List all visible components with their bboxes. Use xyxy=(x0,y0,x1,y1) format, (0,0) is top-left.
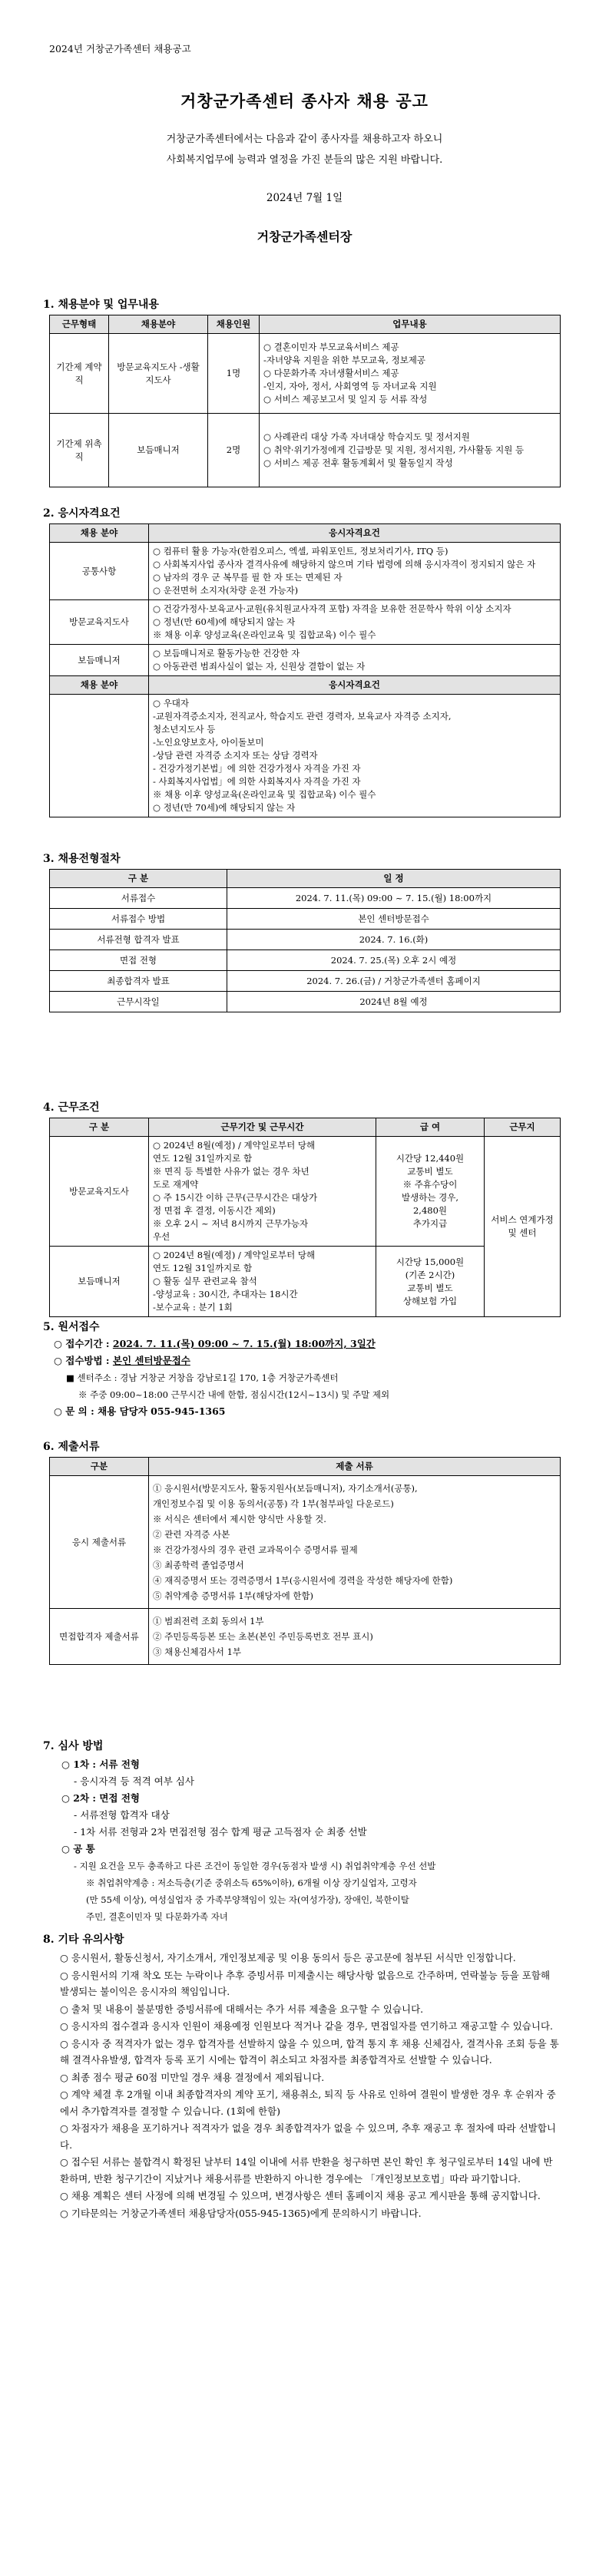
doc-line: ④ 재직증명서 또는 경력증명서 1부(응시원서에 경력을 작성한 해당자에 한함) xyxy=(153,1575,453,1586)
period-line: ※ 오후 2시 ~ 저녁 8시까지 근무가능자 xyxy=(153,1218,309,1229)
table-row xyxy=(50,695,561,817)
period-line: 연도 12월 31일까지로 함 xyxy=(153,1153,253,1164)
notice-date: 2024년 7월 1일 xyxy=(266,192,343,204)
pay-line: 시간당 12,440원 xyxy=(396,1153,465,1164)
pay-line: 교통비 별도 xyxy=(407,1166,453,1177)
pay-line: 2,480원 xyxy=(412,1205,448,1216)
table-row xyxy=(50,645,561,676)
col-header: 근무지 xyxy=(485,1118,561,1137)
documents-table xyxy=(49,1457,561,1665)
review-line: 주민, 결혼이민자 및 다문화가족 자녀 xyxy=(86,1911,228,1922)
doc-line: 개인정보수집 및 이용 동의서(공통) 각 1부(첨부파일 다운로드) xyxy=(153,1498,394,1509)
cell-kind: 응시 제출서류 xyxy=(50,1476,149,1609)
method-value: 본인 센터방문접수 xyxy=(112,1355,190,1366)
table-row xyxy=(50,1609,561,1665)
req-line: ○ 운전면허 소지자(차량 운전 가능자) xyxy=(153,585,299,596)
cell-date: 2024. 7. 16.(화) xyxy=(227,930,561,950)
pay-line: (기존 2시간) xyxy=(405,1269,455,1280)
cell-req xyxy=(149,543,561,600)
review-line: - 1차 서류 전형과 2차 면접전형 점수 합계 평균 고득점자 순 최종 선발 xyxy=(74,1826,367,1838)
cell-step: 최종합격자 발표 xyxy=(50,971,227,992)
req-line: ※ 채용 이후 양성교육(온라인교육 및 집합교육) 이수 필수 xyxy=(153,629,376,640)
review-line: ○ 2차 : 면접 전형 xyxy=(61,1792,141,1804)
center-address: ■ 센터주소 : 경남 거창군 거창읍 강남로1길 170, 1층 거창군가족센터 xyxy=(66,1372,339,1383)
req-line: -상담 관련 자격증 소지자 또는 상담 경력자 xyxy=(153,750,318,761)
duty-line: ○ 사례관리 대상 가족 자녀대상 학습지도 및 정서지원 xyxy=(263,431,470,442)
duty-line: ○ 서비스 제공보고서 및 일지 등 서류 작성 xyxy=(263,394,428,405)
doc-line: ② 관련 자격증 사본 xyxy=(153,1529,230,1540)
doc-line: ※ 건강가정사의 경우 관련 교과목이수 증명서류 필제 xyxy=(153,1544,358,1555)
req-line: ○ 보듬매니저로 활동가능한 건강한 자 xyxy=(153,648,300,659)
table-row xyxy=(50,543,561,600)
cell-field: 공통사항 xyxy=(50,543,149,600)
application-block xyxy=(54,1336,561,1420)
section-3-heading: 3. 채용전형절차 xyxy=(43,853,121,865)
section-2-heading: 2. 응시자격요건 xyxy=(43,507,121,520)
table-row xyxy=(50,971,561,992)
review-line: - 응시자격 등 적격 여부 심사 xyxy=(74,1775,194,1787)
col-header: 채용 분야 xyxy=(50,676,149,695)
cell-field: 방문교육지도사 xyxy=(50,600,149,645)
table-row xyxy=(50,909,561,930)
duty-line: ○ 취약·위기가정에게 긴급방문 및 지원, 정서지원, 가사활동 지원 등 xyxy=(263,444,525,455)
col-header: 근무기간 및 근무시간 xyxy=(149,1118,376,1137)
cell-req xyxy=(149,695,561,817)
period-line: ○ 2024년 8월(예정) / 계약일로부터 당해 xyxy=(153,1140,316,1151)
period-line: ○ 활동 실무 관련교육 참석 xyxy=(153,1276,257,1286)
col-header: 일 정 xyxy=(227,870,561,888)
note-item: ○ 응시자의 접수결과 응시자 인원이 채용예정 인원보다 적거나 같을 경우, 면접일자를 연기하고 재공고할 수 있습니다. xyxy=(60,2020,554,2032)
pay-line: 시간당 15,000원 xyxy=(396,1256,465,1267)
cell-date: 2024. 7. 25.(목) 오후 2시 예정 xyxy=(227,950,561,971)
cell-period xyxy=(149,1247,376,1317)
cell-date: 2024. 7. 26.(금) / 거창군가족센터 홈페이지 xyxy=(227,971,561,992)
cell-count: 2명 xyxy=(208,414,260,487)
cell-docs xyxy=(149,1476,561,1609)
pay-line: 발생하는 경우, xyxy=(402,1192,458,1203)
qualification-table xyxy=(49,523,561,817)
req-line: - 사회복지사업법」에 의한 사회복지사 자격을 가진 자 xyxy=(153,776,361,787)
table-row xyxy=(50,1137,561,1247)
cell-field xyxy=(50,695,149,817)
notice-title: 거창군가족센터 종사자 채용 공고 xyxy=(180,91,429,111)
req-line: ○ 건강가정사·보육교사·교원(유치원교사자격 포함) 자격을 보유한 전문학사 학위 이상 소지자 xyxy=(153,603,511,614)
period-line: 우선 xyxy=(153,1231,170,1242)
period-line: 도로 재계약 xyxy=(153,1179,199,1190)
doc-line: ① 응시원서(방문지도사, 활동지원사(보듬매니저), 자기소개서(공통), xyxy=(153,1483,418,1494)
doc-line: ③ 최종학력 졸업증명서 xyxy=(153,1560,244,1570)
cell-type: 기간제 위촉직 xyxy=(50,414,109,487)
period-line: -양성교육 : 30시간, 추대자는 18시간 xyxy=(153,1289,298,1300)
period-value: 2024. 7. 11.(목) 09:00 ~ 7. 15.(월) 18:00까지, 3일간 xyxy=(112,1338,376,1349)
review-block xyxy=(49,1756,564,1925)
review-line: (만 55세 이상), 여성실업자 중 가족부양책임이 있는 자(여성가장), 장애인, 북한이탈 xyxy=(86,1894,409,1905)
duty-line: -인지, 자아, 정서, 사회영역 등 자녀교육 지원 xyxy=(263,381,437,391)
note-item: ○ 응시원서, 활동신청서, 자기소개서, 개인정보제공 및 이용 동의서 등은 공고문에 첨부된 서식만 인정합니다. xyxy=(60,1952,516,1963)
contact-line: ○ 문 의 : 채용 담당자 055-945-1365 xyxy=(54,1405,226,1417)
cell-pay xyxy=(376,1247,485,1317)
cell-date: 2024년 8월 예정 xyxy=(227,992,561,1012)
req-line: ○ 정년(만 70세)에 해당되지 않는 자 xyxy=(153,802,296,813)
cell-req xyxy=(149,600,561,645)
cell-step: 서류전형 합격자 발표 xyxy=(50,930,227,950)
col-header: 구분 xyxy=(50,1458,149,1476)
cell-docs xyxy=(149,1609,561,1665)
section-1-heading: 1. 채용분야 및 업무내용 xyxy=(43,299,159,311)
doc-line: ⑤ 취약계층 증명서류 1부(해당자에 한함) xyxy=(153,1590,314,1601)
notice-topline: 2024년 거창군가족센터 채용공고 xyxy=(49,43,191,54)
table-row xyxy=(50,414,561,487)
cell-period xyxy=(149,1137,376,1247)
review-line: ○ 1차 : 서류 전형 xyxy=(61,1759,141,1770)
req-line: ○ 아동관련 범죄사실이 없는 자, 신원상 결함이 없는 자 xyxy=(153,661,366,672)
col-header: 구 분 xyxy=(50,870,227,888)
col-header: 근무형태 xyxy=(50,315,109,334)
note-item: ○ 채용 계획은 센터 사정에 의해 변경될 수 있으며, 변경사항은 센터 홈페이지 채용 공고 게시판을 통해 공지합니다. xyxy=(60,2190,541,2201)
table-row xyxy=(50,334,561,414)
col-header: 채용분야 xyxy=(109,315,208,334)
cell-workplace: 서비스 연계가정 및 센터 xyxy=(485,1137,561,1317)
period-line: 연도 12월 31일까지로 함 xyxy=(153,1263,253,1273)
req-line: ※ 채용 이후 양성교육(온라인교육 및 집합교육) 이수 필수 xyxy=(153,789,376,800)
cell-date: 본인 센터방문접수 xyxy=(227,909,561,930)
notes-list xyxy=(60,1950,559,2222)
period-line xyxy=(54,1336,561,1352)
cell-type: 기간제 계약직 xyxy=(50,334,109,414)
req-line: - 건강가정기본법」에 의한 건강가정사 자격을 가진 자 xyxy=(153,763,361,774)
cell-duties xyxy=(260,334,561,414)
note-item: ○ 계약 체결 후 2개월 이내 최종합격자의 계약 포기, 채용취소, 퇴직 등 사유로 인하여 결원이 발생한 경우 후 순위자 중에서 추가합격자를 결정할 수 있습니다. (1회에 한함) xyxy=(60,2089,556,2117)
schedule-table xyxy=(49,869,561,1012)
req-line: ○ 사회복지사업 종사자 결격사유에 해당하지 않으며 기타 법령에 의해 응시자격이 정지되지 않은 자 xyxy=(153,559,536,570)
intro-line: 사회복지업무에 능력과 열정을 가진 분들의 많은 지원 바랍니다. xyxy=(166,154,443,166)
cell-field: 방문교육지도사 xyxy=(50,1137,149,1247)
period-line: 정 면접 후 결정, 이동시간 제외) xyxy=(153,1205,276,1216)
cell-pay xyxy=(376,1137,485,1247)
pay-line: 추가지급 xyxy=(412,1218,448,1229)
table-row xyxy=(50,600,561,645)
duty-line: -자녀양육 지원을 위한 부모교육, 정보제공 xyxy=(263,355,426,365)
table-row xyxy=(50,930,561,950)
pay-line: 교통비 별도 xyxy=(407,1282,453,1293)
req-line: 청소년지도사 등 xyxy=(153,724,216,735)
review-line: - 지원 요건을 모두 충족하고 다른 조건이 동일한 경우(동점자 발생 시) 취업취약계층 우선 선발 xyxy=(74,1861,436,1871)
req-line: ○ 우대자 xyxy=(153,698,190,708)
cell-field: 보듬매니저 xyxy=(109,414,208,487)
cell-req xyxy=(149,645,561,676)
table-row xyxy=(50,1247,561,1317)
notice-org: 거창군가족센터장 xyxy=(257,230,352,244)
period-line: -보수교육 : 분기 1회 xyxy=(153,1302,233,1313)
section-7-heading: 7. 심사 방법 xyxy=(43,1740,104,1752)
note-item: ○ 차점자가 채용을 포기하거나 적격자가 없을 경우 최종합격자가 없을 수 있으며, 추후 재공고 후 절차에 따라 선발합니다. xyxy=(60,2122,556,2151)
cell-kind: 면접합격자 제출서류 xyxy=(50,1609,149,1665)
cell-step: 근무시작일 xyxy=(50,992,227,1012)
cell-field: 보듬매니저 xyxy=(50,1247,149,1317)
note-item: ○ 접수된 서류는 불합격시 확정된 날부터 14일 이내에 서류 반환을 청구하면 본인 확인 후 청구일로부터 14일 내에 반환하며, 반환 청구기간이 지났거나 채용서류를 반환하지 아니한 경우에는 「개인정보보호법」따라 파기합니다. xyxy=(60,2156,553,2185)
hours-note: ※ 주중 09:00~18:00 근무시간 내에 한함, 점심시간(12시~13시) 및 주말 제외 xyxy=(78,1389,390,1400)
review-line: ○ 공 통 xyxy=(61,1843,95,1854)
table-row xyxy=(50,950,561,971)
note-item: ○ 기타문의는 거창군가족센터 채용담당자(055-945-1365)에게 문의하시기 바랍니다. xyxy=(60,2207,422,2219)
duty-line: ○ 다문화가족 자녀생활서비스 제공 xyxy=(263,368,399,378)
doc-line: ② 주민등록등본 또는 초본(본인 주민등록번호 전부 표시) xyxy=(153,1631,373,1642)
col-header: 업무내용 xyxy=(260,315,561,334)
duty-line: ○ 서비스 제공 전후 활동계획서 및 활동일지 작성 xyxy=(263,457,453,468)
period-line: ※ 면직 등 특별한 사유가 없는 경우 차년 xyxy=(153,1166,309,1177)
note-item: ○ 응시원서의 기재 착오 또는 누락이나 추후 증빙서류 미제출시는 해당사항 없음으로 간주하며, 연락불능 등을 포함해 발생되는 불이익은 응시자의 책임입니다. xyxy=(60,1969,551,1997)
table-row xyxy=(50,1476,561,1609)
table-row xyxy=(50,992,561,1012)
col-header: 응시자격요건 xyxy=(149,676,561,695)
section-4-heading: 4. 근무조건 xyxy=(43,1101,100,1114)
req-line: ○ 남자의 경우 군 복무를 필 한 자 또는 면제된 자 xyxy=(153,572,343,583)
period-label: ○ 접수기간 : xyxy=(54,1338,113,1349)
col-header: 채용인원 xyxy=(208,315,260,334)
period-line: ○ 2024년 8월(예정) / 계약일로부터 당해 xyxy=(153,1250,316,1260)
col-header: 채용 분야 xyxy=(50,524,149,543)
review-line: ※ 취업취약계층 : 저소득층(기준 중위소득 65%이하), 6개월 이상 장기실업자, 고령자 xyxy=(86,1878,417,1888)
table-row xyxy=(50,888,561,909)
note-item: ○ 출처 및 내용이 불분명한 증빙서류에 대해서는 추가 서류 제출을 요구할 수 있습니다. xyxy=(60,2003,424,2015)
cell-duties xyxy=(260,414,561,487)
cell-step: 서류접수 방법 xyxy=(50,909,227,930)
cell-step: 면접 전형 xyxy=(50,950,227,971)
col-header: 제출 서류 xyxy=(149,1458,561,1476)
col-header: 급 여 xyxy=(376,1118,485,1137)
cell-field: 방문교육지도사 -생활지도사 xyxy=(109,334,208,414)
section-5-heading: 5. 원서접수 xyxy=(43,1321,100,1333)
review-line: - 서류전형 합격자 대상 xyxy=(74,1809,170,1821)
pay-line: ※ 주휴수당이 xyxy=(402,1179,458,1190)
intro-line: 거창군가족센터에서는 다음과 같이 종사자를 채용하고자 하오니 xyxy=(166,134,443,145)
method-line xyxy=(54,1352,561,1369)
cell-field: 보듬매니저 xyxy=(50,645,149,676)
cell-date: 2024. 7. 11.(목) 09:00 ~ 7. 15.(월) 18:00까지 xyxy=(227,888,561,909)
notice-intro xyxy=(0,129,609,170)
pay-line: 상해보험 가입 xyxy=(402,1295,458,1306)
cell-count: 1명 xyxy=(208,334,260,414)
section-8-heading: 8. 기타 유의사항 xyxy=(43,1934,124,1946)
note-item: ○ 응시자 중 적격자가 없는 경우 합격자를 선발하지 않을 수 있으며, 합격 통지 후 채용 신체검사, 결격사유 조회 등을 통해 결격사유발생, 합격자 등록 포기 시에는 합격이 취소되고 차점자를 최종합격자로 선발할 수 있습니다. xyxy=(60,2037,559,2066)
section-6-heading: 6. 제출서류 xyxy=(43,1441,100,1453)
col-header: 응시자격요건 xyxy=(149,524,561,543)
conditions-table xyxy=(49,1118,561,1317)
doc-line: ③ 채용신체검사서 1부 xyxy=(153,1646,241,1657)
job-table xyxy=(49,315,561,487)
req-line: ○ 정년(만 60세)에 해당되지 않는 자 xyxy=(153,616,296,627)
req-line: -교원자격증소지자, 전직교사, 학습지도 관련 경력자, 보육교사 자격증 소지자, xyxy=(153,711,452,722)
method-label: ○ 접수방법 : xyxy=(54,1355,113,1366)
duty-line: ○ 결혼이민자 부모교육서비스 제공 xyxy=(263,342,399,352)
col-header: 구 분 xyxy=(50,1118,149,1137)
period-line: ○ 주 15시간 이하 근무(근무시간은 대상가 xyxy=(153,1192,318,1203)
doc-line: ※ 서식은 센터에서 제시한 양식만 사용할 것. xyxy=(153,1514,326,1524)
req-line: -노인요양보호사, 아이돌보미 xyxy=(153,737,264,748)
note-item: ○ 최종 점수 평균 60점 미만일 경우 채용 결정에서 제외됩니다. xyxy=(60,2071,325,2083)
cell-step: 서류접수 xyxy=(50,888,227,909)
doc-line: ① 범죄전력 조회 동의서 1부 xyxy=(153,1616,264,1627)
req-line: ○ 컴퓨터 활용 가능자(한컴오피스, 엑셀, 파워포인트, 정보처리기사, ITQ 등) xyxy=(153,546,448,556)
